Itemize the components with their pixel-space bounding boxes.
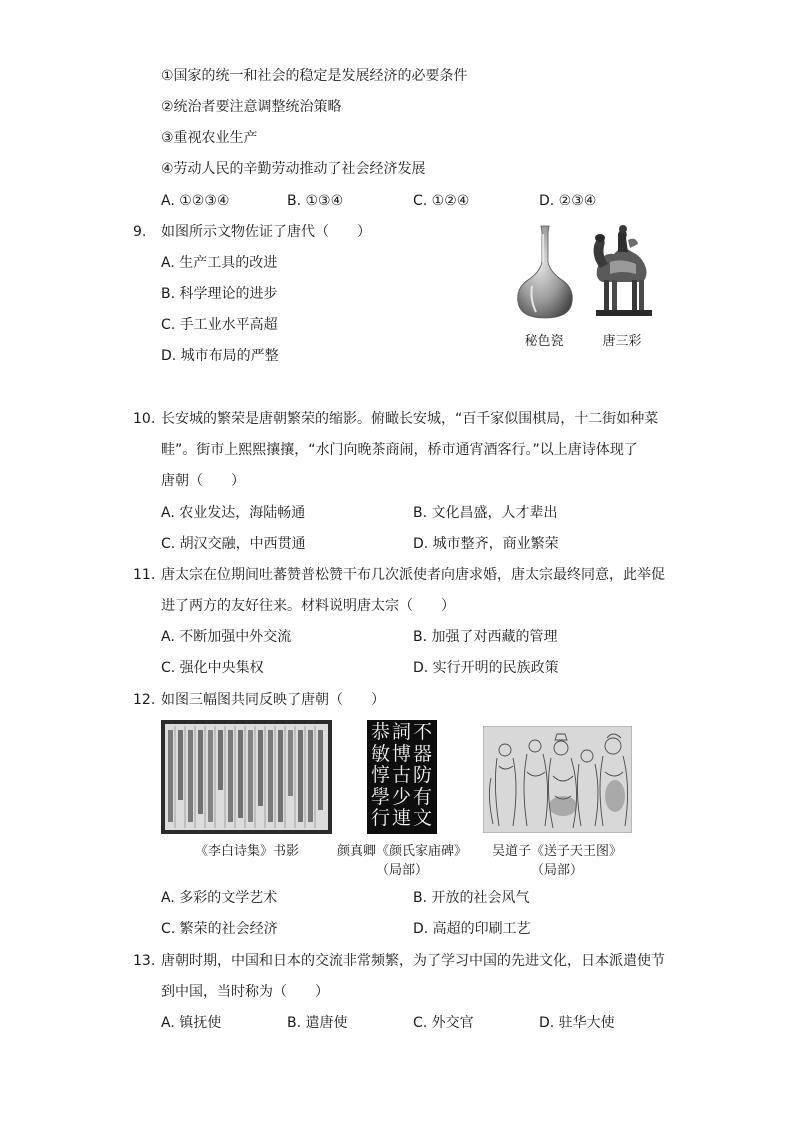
q8-statement-2: ②统治者要注意调整统治策略	[161, 99, 342, 115]
q12-option-a: A. 多彩的文学艺术	[161, 890, 278, 906]
q13-option-c: C. 外交官	[413, 1015, 474, 1031]
calligraphy-column-1: 不器防有文	[413, 721, 433, 829]
q10-option-d: D. 城市整齐，商业繁荣	[413, 536, 559, 552]
q12-option-b: B. 开放的社会风气	[413, 890, 530, 906]
q11-option-d: D. 实行开明的民族政策	[413, 660, 559, 676]
q13-number: 13.	[133, 953, 156, 969]
q10-stem-line-2: 畦”。街市上熙熙攘攘，“水门向晚茶商闹，桥市通宵酒客行。”以上唐诗体现了	[161, 442, 638, 458]
q12-caption-yan-zhenqing: 颜真卿《颜氏家庙碑》	[336, 844, 467, 859]
q9-option-b: B. 科学理论的进步	[161, 286, 278, 302]
calligraphy-column-3: 恭敏惇學行	[371, 721, 391, 829]
q13-option-a: A. 镇抚使	[161, 1015, 222, 1031]
q11-option-a: A. 不断加强中外交流	[161, 629, 292, 645]
q13-option-d: D. 驻华大使	[539, 1015, 615, 1031]
q11-stem-line-2: 进了两方的友好往来。材料说明唐太宗（ ）	[161, 598, 455, 614]
q11-option-c: C. 强化中央集权	[161, 660, 264, 676]
q9-number: 9.	[133, 224, 147, 240]
li-bai-poetry-book-image	[161, 720, 332, 834]
q13-option-b: B. 遣唐使	[287, 1015, 348, 1031]
q12-caption-wu-daozi: 吴道子《送子天王图》	[491, 844, 622, 859]
q11-option-b: B. 加强了对西藏的管理	[413, 629, 558, 645]
q10-stem-line-1: 长安城的繁荣是唐朝繁荣的缩影。俯瞰长安城，“百千家似围棋局，十二街如种菜	[161, 411, 659, 427]
q12-stem: 如图三幅图共同反映了唐朝（ ）	[161, 692, 385, 708]
calligraphy-column-2: 詞博古少連	[392, 721, 412, 829]
q9-caption-sancai: 唐三彩	[602, 334, 642, 349]
q9-stem: 如图所示文物佐证了唐代（ ）	[161, 224, 371, 240]
q11-stem-line-1: 唐太宗在位期间吐蕃赞普松赞干布几次派使者向唐求婚，唐太宗最终同意，此举促	[161, 567, 665, 583]
q12-option-c: C. 繁荣的社会经济	[161, 921, 278, 937]
yan-zhenqing-calligraphy-image	[367, 720, 437, 834]
q13-stem-line-2: 到中国，当时称为（ ）	[161, 984, 329, 1000]
q9-option-d: D. 城市布局的严整	[161, 348, 279, 364]
wu-daozi-painting-image	[483, 726, 632, 833]
q9-option-a: A. 生产工具的改进	[161, 255, 278, 271]
q8-statement-4: ④劳动人民的辛勤劳动推动了社会经济发展	[161, 161, 426, 177]
tang-sancai-camel-image	[584, 222, 660, 322]
q9-option-c: C. 手工业水平高超	[161, 317, 278, 333]
q9-caption-celadon: 秘色瓷	[524, 334, 564, 349]
q10-option-b: B. 文化昌盛，人才辈出	[413, 505, 558, 521]
q10-stem-line-3: 唐朝（ ）	[161, 473, 245, 489]
q12-number: 12.	[133, 692, 156, 708]
q12-caption-li-bai: 《李白诗集》书影	[194, 844, 299, 859]
q8-option-a: A. ①②③④	[161, 193, 230, 209]
q8-statement-1: ①国家的统一和社会的稳定是发展经济的必要条件	[161, 68, 468, 84]
q10-option-a: A. 农业发达，海陆畅通	[161, 505, 306, 521]
q8-option-c: C. ①②④	[413, 193, 470, 209]
q8-statement-3: ③重视农业生产	[161, 130, 258, 146]
q12-caption-yan-zhenqing-partial: （局部）	[375, 863, 428, 878]
q12-caption-wu-daozi-partial: （局部）	[530, 863, 583, 878]
q13-stem-line-1: 唐朝时期，中国和日本的交流非常频繁，为了学习中国的先进文化，日本派遣使节	[161, 953, 665, 969]
celadon-vase-image	[510, 222, 580, 322]
q10-number: 10.	[133, 411, 156, 427]
q11-number: 11.	[133, 567, 156, 583]
q8-option-d: D. ②③④	[539, 193, 597, 209]
q10-option-c: C. 胡汉交融，中西贯通	[161, 536, 306, 552]
q8-option-b: B. ①③④	[287, 193, 344, 209]
q12-option-d: D. 高超的印刷工艺	[413, 921, 531, 937]
